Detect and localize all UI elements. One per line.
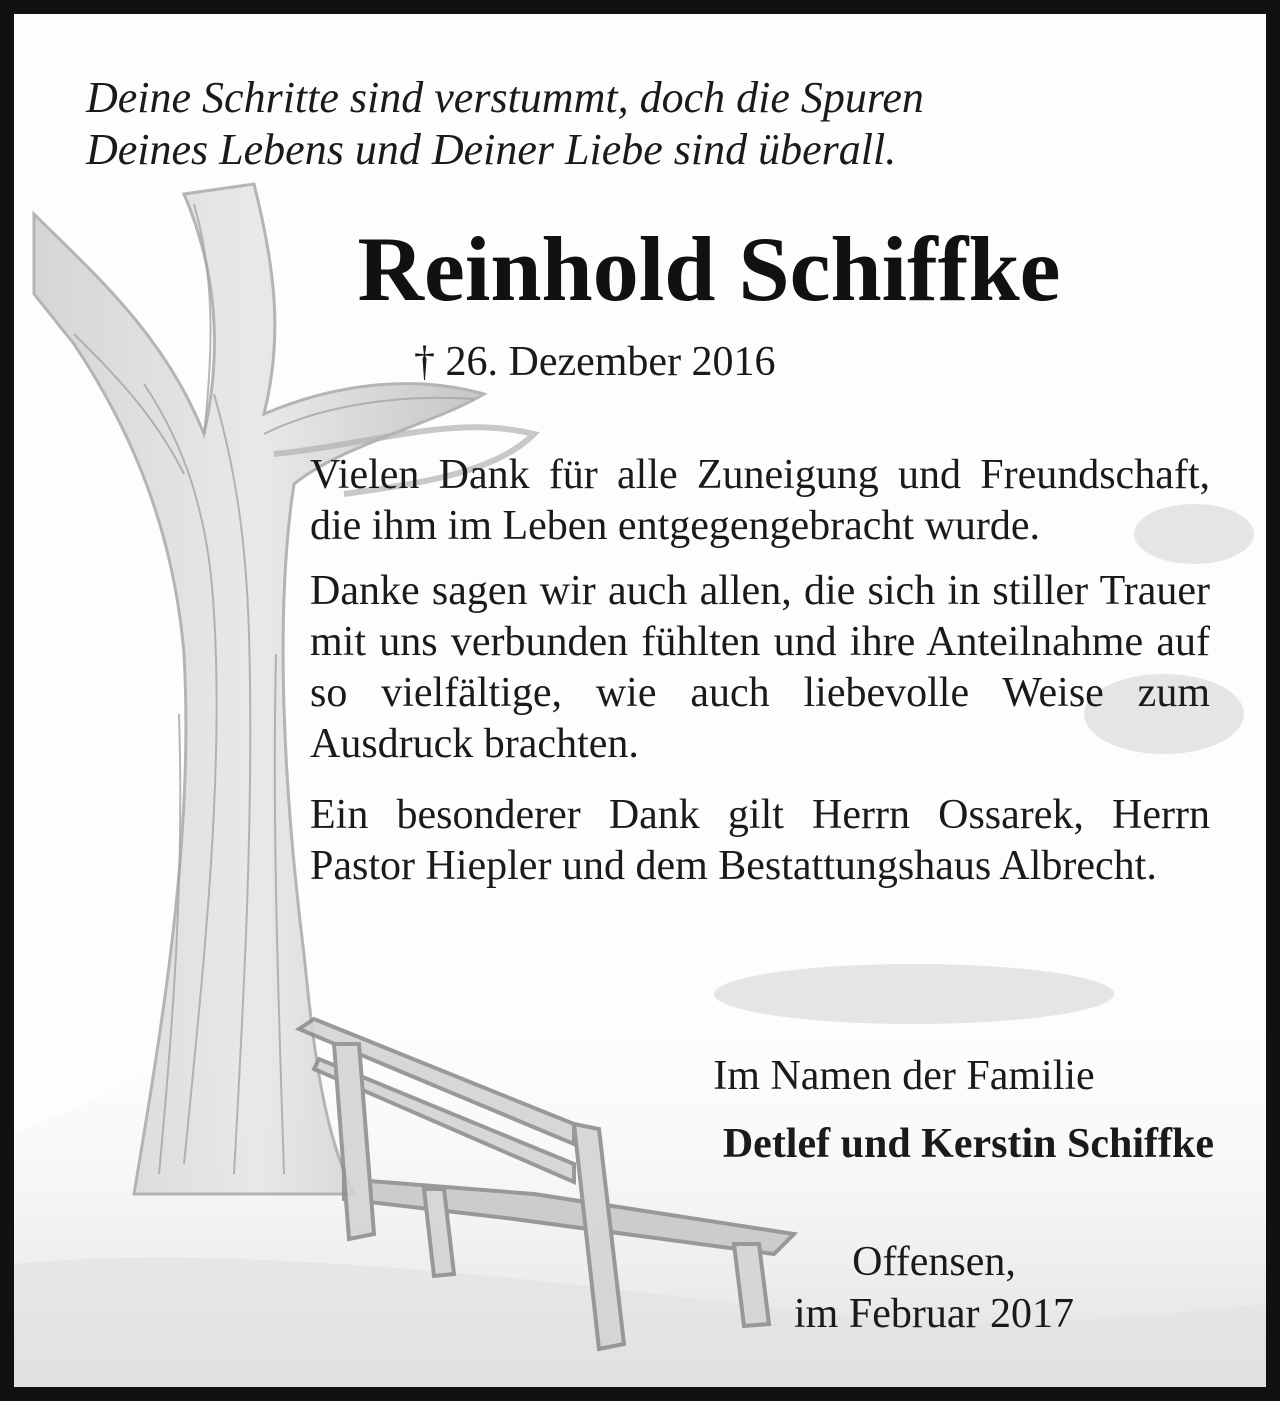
place-and-date (714, 1236, 1154, 1340)
paragraph-special-thanks: Ein besonderer Dank gilt Herrn Ossarek, Herrn Pastor Hiepler und dem Bestattungshaus Albrecht. (310, 792, 1210, 889)
paragraph-condolences: Danke sagen wir auch allen, die sich in stiller Trauer mit uns verbunden fühlten und ihre Anteilnahme auf so vielfältige, wie auch liebevolle Weise zum Ausdruck brachten. (310, 568, 1210, 767)
deceased-name: Reinhold Schiffke (357, 218, 1061, 320)
death-date: † 26. Dezember 2016 (414, 339, 776, 385)
paragraph-thanks: Vielen Dank für alle Zuneigung und Freundschaft, die ihm im Leben entgegengebracht wurde. (310, 452, 1210, 549)
place-date: im Februar 2017 (794, 1291, 1074, 1337)
signature-intro: Im Namen der Familie (713, 1053, 1095, 1099)
place-city: Offensen, (852, 1239, 1016, 1285)
memorial-quote (86, 72, 1186, 176)
signature-block (594, 1050, 1214, 1170)
thank-you-text (310, 450, 1210, 906)
quote-line-1: Deine Schritte sind verstummt, doch die Spuren (86, 73, 924, 122)
quote-line-2: Deines Lebens und Deiner Liebe sind überall. (86, 125, 897, 174)
signature-names: Detlef und Kerstin Schiffke (722, 1121, 1214, 1167)
